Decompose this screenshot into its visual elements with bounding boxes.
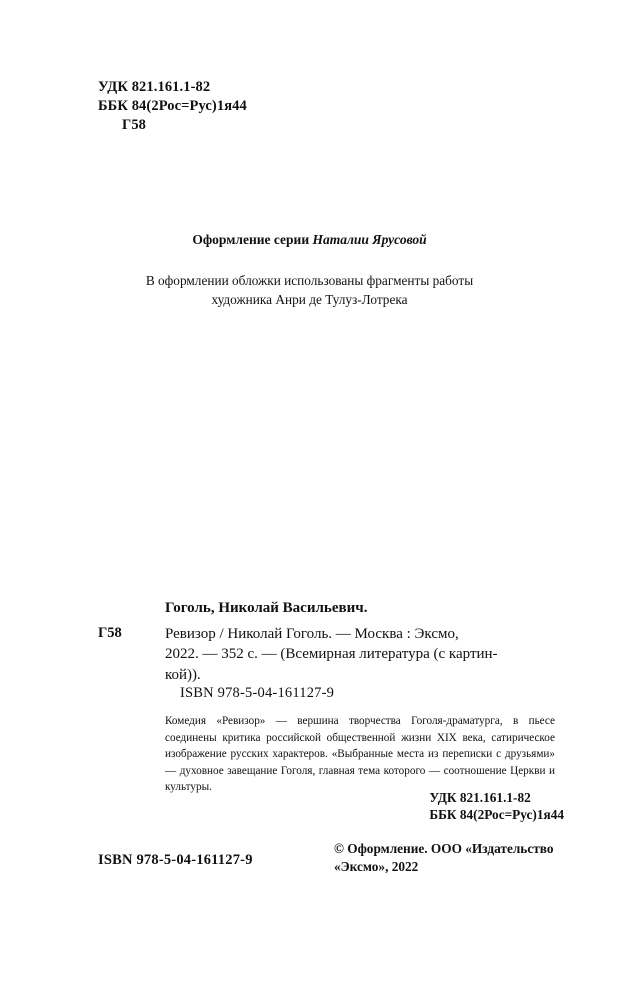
copyright-line-1: © Оформление. ООО «Издательство: [334, 841, 554, 856]
series-design-prefix: Оформление серии: [192, 232, 313, 247]
isbn-bottom: ISBN 978-5-04-161127-9: [98, 852, 253, 868]
book-annotation: Комедия «Ревизор» — вершина творчества Гоголя-драматурга, в пьесе соединены критика российской общественной жизни XIX века, сатирическое изображение русских характеров. «Выбранные места из переписки с друзьями» — духовное завещание Гоголя, главная тема которого — соотношение Церкви и культуры.: [165, 715, 555, 794]
shelf-code: Г58: [122, 117, 147, 134]
catalog-description-line-3: кой)).: [165, 666, 201, 683]
cover-note-line-2: художника Анри де Тулуз-Лотрека: [211, 291, 408, 307]
classification-repeat: [429, 789, 564, 824]
catalog-isbn: ISBN 978-5-04-161127-9: [180, 685, 335, 701]
catalog-author: Гоголь, Николай Васильевич.: [165, 600, 368, 616]
classification-block: [98, 78, 247, 135]
udk-code-repeat: УДК 821.161.1-82: [429, 790, 531, 805]
catalog-description: [165, 624, 565, 685]
series-designer-name: Наталии Ярусовой: [312, 232, 427, 247]
copyright-line-2: «Эксмо», 2022: [334, 859, 419, 875]
bbk-code: ББК 84(2Рос=Рус)1я44: [98, 98, 247, 115]
catalog-description-line-2: 2022. — 352 с. — (Всемирная литература (с картин-: [165, 646, 498, 663]
cover-artwork-note: [0, 272, 619, 310]
series-design-credit: [0, 232, 619, 248]
catalog-description-line-1: Ревизор / Николай Гоголь. — Москва : Эксмо,: [165, 626, 459, 642]
udk-code: УДК 821.161.1-82: [98, 79, 211, 95]
copyright-notice: [334, 840, 564, 877]
cover-note-line-1: В оформлении обложки использованы фрагменты работы: [145, 273, 474, 288]
catalog-shelf-code: Г58: [98, 625, 122, 641]
bbk-code-repeat: ББК 84(2Рос=Рус)1я44: [429, 807, 564, 823]
